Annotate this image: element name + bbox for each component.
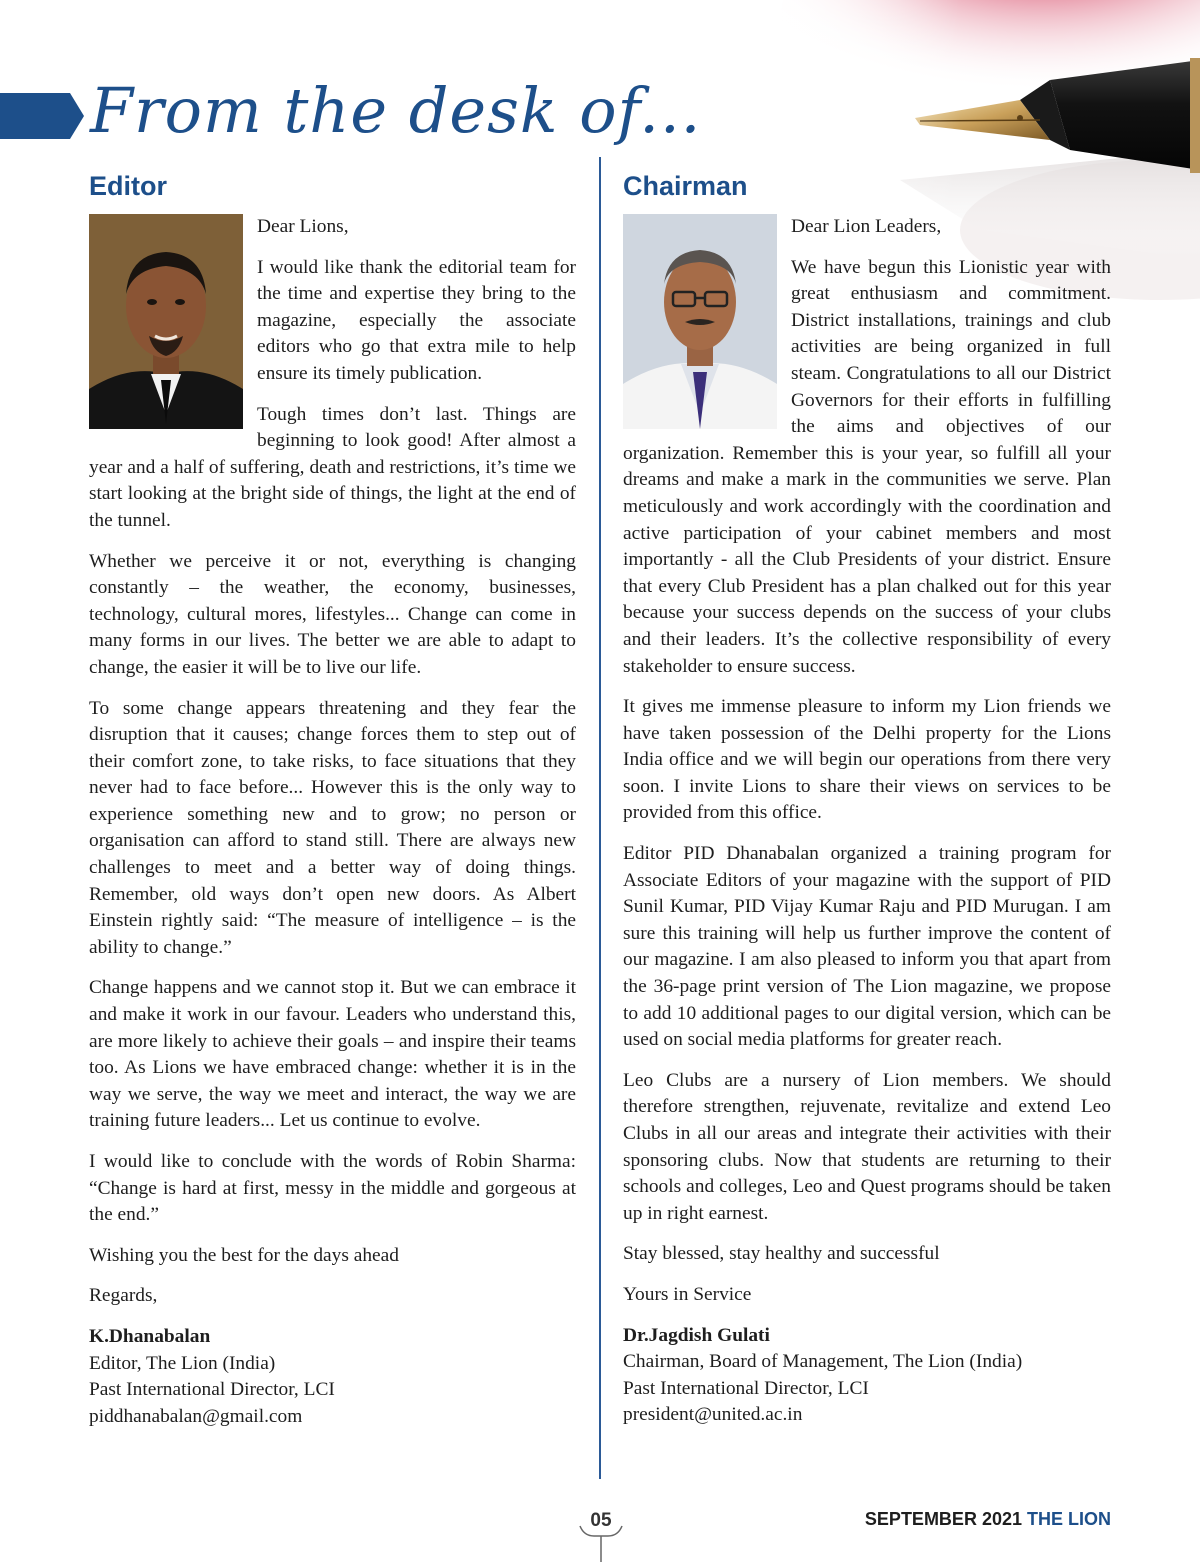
banner-tab [0,93,84,139]
page-title: From the desk of... [90,74,702,147]
editor-paragraph: I would like thank the editorial team for the time and expertise they bring to the magazine, especially the associate editors who go that extra mile to help ensure its timely publication. [257,256,576,384]
chairman-signature [623,1323,1111,1429]
chairman-paragraph: Stay blessed, stay healthy and successful [623,1243,940,1265]
column-divider [599,157,601,1479]
chairman-email-link[interactable]: president@united.ac.in [623,1404,803,1426]
chairman-greeting: Dear Lion Leaders, [791,216,942,237]
chairman-paragraph: Leo Clubs are a nursery of Lion members. We should therefore strengthen, rejuvenate, revitalize and extend Leo Clubs in all our areas and integrate their activities with their sponsoring clubs. Now that students are returning to their schools and colleges, Leo and Quest programs should be taken up in right earnest. [623,1069,1111,1224]
editor-signature-title: Editor, The Lion (India) [89,1352,276,1374]
chairman-paragraph: Editor PID Dhanabalan organized a training program for Associate Editors of your magazine with the support of PID Sunil Kumar, PID Vijay Kumar Raju and PID Murugan. I am sure this training will help us further improve the content of our magazine. I am also pleased to inform you that apart from the 36-page print version of The Lion magazine, we propose to add 10 additional pages to our digital version, which can be used on social media platforms for greater reach. [623,843,1111,1051]
editor-paragraph: Wishing you the best for the days ahead [89,1244,399,1266]
chairman-signature-role: Past International Director, LCI [623,1377,869,1399]
editor-column [89,168,576,1430]
chairman-heading: Chairman [623,171,748,201]
editor-heading: Editor [89,171,167,201]
issue-label [865,1509,1111,1530]
editor-signature-name: K.Dhanabalan [89,1325,211,1347]
chairman-signature-name: Dr.Jagdish Gulati [623,1324,770,1346]
editor-signature [89,1324,576,1430]
chairman-paragraph: We have begun this Lionistic year with great enthusiasm and commitment. District installations, trainings and club activities are being organized in full steam. Congratulations to all our District Governors for their efforts in fulfilling the aims and objectives of our organization. Remember this is your year, so fulfill all your dreams and make a mark in the communities we serve. Plan meticulously and work accordingly with the coordination and active participation of your cabinet members and most importantly - all the Club Presidents of your district. Ensure that every Club President has a plan chalked out for this year because your success depends on the success of your clubs and their leaders. It’s the collective responsibility of every stakeholder to ensure success. [623,256,1111,677]
editor-email-link[interactable]: piddhanabalan@gmail.com [89,1405,303,1427]
editor-paragraph: Whether we perceive it or not, everything is changing constantly – the weather, the economy, businesses, technology, cultural mores, lifestyles... Change can come in many forms in our lives. The better we are able to adapt to change, the easier it will be to live our life. [89,550,576,678]
editor-greeting: Dear Lions, [257,216,349,237]
editor-paragraph: Change happens and we cannot stop it. But we can embrace it and make it work in our favour. Leaders who understand this, are more likely to achieve their goals – and inspire their teams too. As Lions we have embraced change: whether it is in the way we serve, the way we meet and interact, the way we are training future leaders... Let us continue to evolve. [89,977,576,1132]
publication-name: THE LION [1027,1509,1111,1529]
editor-signature-role: Past International Director, LCI [89,1379,335,1401]
editor-paragraph: To some change appears threatening and they fear the disruption that it causes; change forces them to step out of their comfort zone, to take risks, to face situations that they never had to face before... However this is the only way to experience something new and to grow; no person or organisation can afford to stand still. There are always new challenges to meet and a better way of doing things. Remember, old ways don’t open new doors. As Albert Einstein rightly said: “The measure of intelligence – is the ability to change.” [89,697,576,958]
chairman-closing: Yours in Service [623,1283,752,1305]
chairman-paragraph: It gives me immense pleasure to inform my Lion friends we have taken possession of the Delhi property for the Lions India office and we will begin our operations from there very soon. I invite Lions to share their views on services to be provided from this office. [623,696,1111,824]
editor-closing: Regards, [89,1285,158,1307]
editor-paragraph: Tough times don’t last. Things are beginning to look good! After almost a year and a half of suffering, death and restrictions, it’s time we start looking at the bright side of things, the light at the end of the tunnel. [89,403,576,531]
chairman-column [623,168,1111,1429]
page-number: 05 [590,1510,612,1531]
editor-photo [89,214,243,429]
chairman-signature-title: Chairman, Board of Management, The Lion (India) [623,1351,1023,1373]
page-number-marker [578,1506,624,1562]
chairman-photo [623,214,777,429]
issue-date: SEPTEMBER 2021 [864,1509,1022,1529]
editor-paragraph: I would like to conclude with the words of Robin Sharma: “Change is hard at first, messy in the middle and gorgeous at the end.” [89,1151,576,1226]
